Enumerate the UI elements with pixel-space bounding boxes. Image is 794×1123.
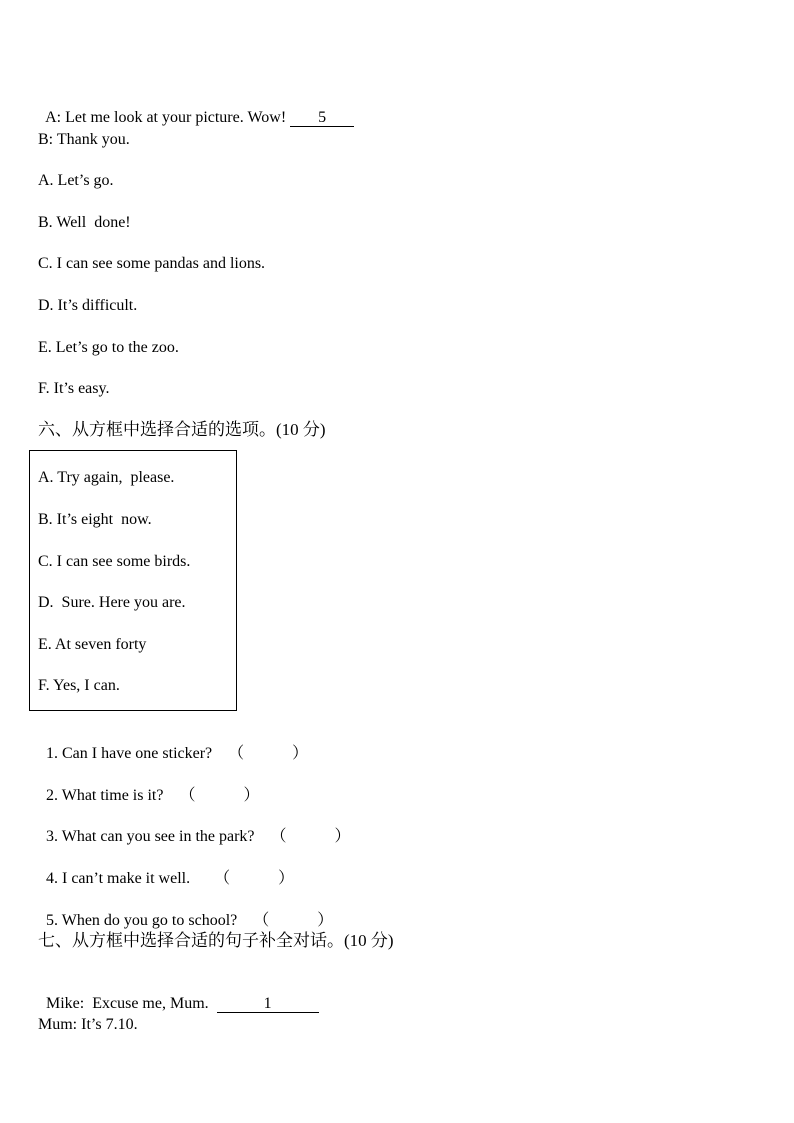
question-4	[38, 849, 294, 889]
question-3	[38, 807, 351, 847]
question-5	[38, 891, 333, 931]
box-option-a: A. Try again, please.	[38, 469, 175, 486]
question-2	[38, 766, 259, 806]
options-box	[29, 450, 237, 711]
answer-paren-4[interactable]: （ ）	[214, 870, 295, 887]
dialogue-line-b: B: Thank you.	[38, 131, 130, 148]
answer-paren-5[interactable]: （ ）	[253, 912, 334, 929]
box-option-f: F. Yes, I can.	[38, 677, 120, 694]
option-a: A. Let’s go.	[38, 172, 114, 189]
section-6-heading: 六、从方框中选择合适的选项。(10 分)	[38, 420, 326, 439]
question-1	[38, 724, 308, 764]
answer-paren-1[interactable]: （ ）	[228, 745, 309, 762]
box-option-c: C. I can see some birds.	[38, 553, 191, 570]
dialogue-line-a	[38, 88, 354, 128]
option-d: D. It’s difficult.	[38, 297, 138, 314]
answer-paren-3[interactable]: （ ）	[270, 828, 351, 845]
box-option-d: D. Sure. Here you are.	[38, 594, 186, 611]
box-option-b: B. It’s eight now.	[38, 511, 152, 528]
option-e: E. Let’s go to the zoo.	[38, 339, 179, 356]
option-f: F. It’s easy.	[38, 380, 110, 397]
box-option-e: E. At seven forty	[38, 636, 147, 653]
answer-paren-2[interactable]: （ ）	[179, 787, 260, 804]
dialogue-line-a-text: A: Let me look at your picture. Wow!	[45, 109, 291, 126]
section-7-heading: 七、从方框中选择合适的句子补全对话。(10 分)	[38, 931, 394, 950]
option-c: C. I can see some pandas and lions.	[38, 255, 266, 272]
dialogue-line-mike	[38, 974, 319, 1014]
dialogue-line-mike-text: Mike: Excuse me, Mum.	[46, 995, 217, 1012]
dialogue-line-mum: Mum: It’s 7.10.	[38, 1016, 138, 1033]
answer-blank-1[interactable]: 1	[217, 995, 319, 1013]
question-1-text: 1. Can I have one sticker?	[46, 745, 213, 762]
question-5-text: 5. When do you go to school?	[46, 912, 238, 929]
question-4-text: 4. I can’t make it well.	[46, 870, 191, 887]
question-2-text: 2. What time is it?	[46, 787, 164, 804]
option-b: B. Well done!	[38, 214, 131, 231]
question-3-text: 3. What can you see in the park?	[46, 828, 255, 845]
answer-blank-5[interactable]: 5	[290, 109, 354, 127]
